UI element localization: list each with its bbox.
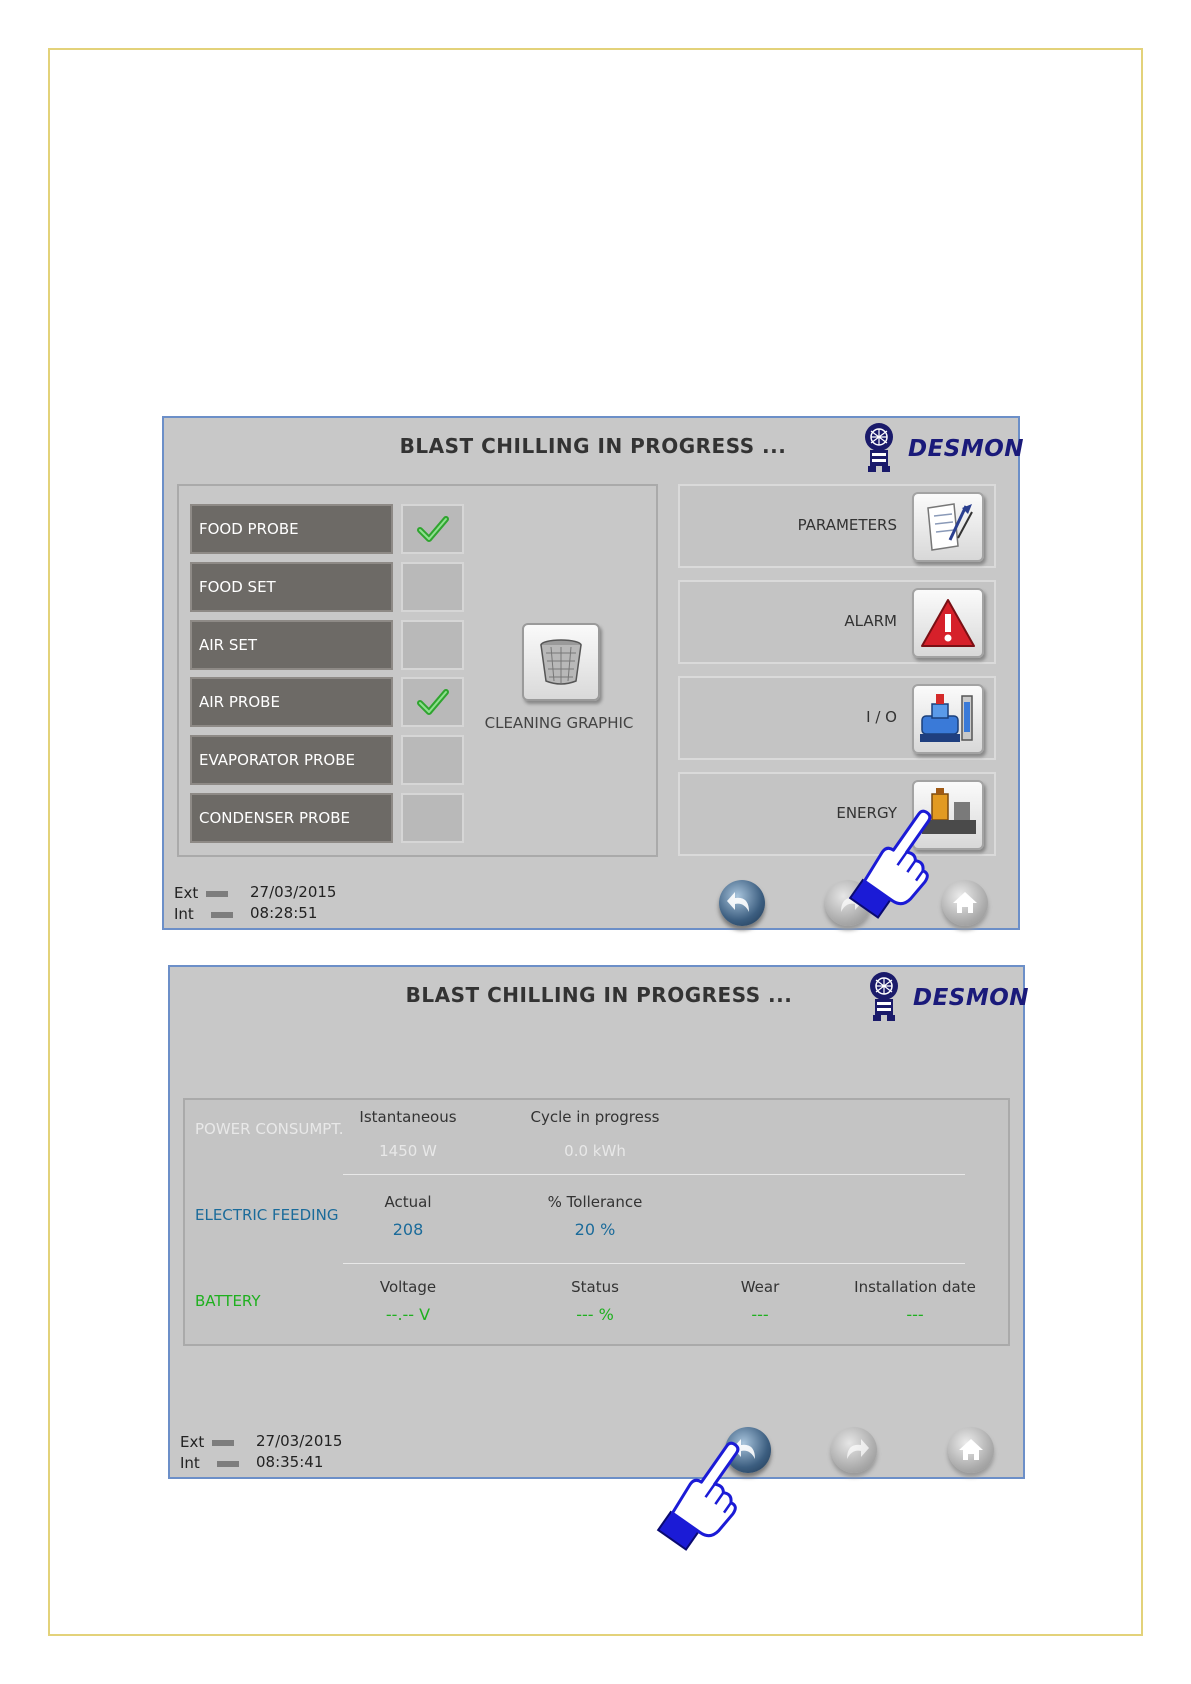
probe-label[interactable]: AIR PROBE [190,677,393,727]
probe-checkbox[interactable] [401,504,464,554]
date-display: 27/03/2015 [256,1432,343,1450]
section-divider [343,1174,965,1175]
probe-label[interactable]: AIR SET [190,620,393,670]
io-button[interactable] [678,676,996,760]
ext-label: Ext [174,884,199,902]
back-arrow-icon [719,880,765,926]
battery-status-header: Status [571,1278,619,1296]
back-button[interactable] [719,880,765,926]
checkmark-icon [403,506,462,552]
power-instantaneous-value: 1450 W [379,1142,437,1160]
forward-arrow-icon [831,1427,877,1473]
forward-button[interactable] [831,1427,877,1473]
int-value-dash [211,912,233,918]
pointing-hand-icon [846,806,950,930]
desmon-logo [851,969,1030,1025]
menu-label: ALARM [844,612,897,630]
battery-voltage-header: Voltage [379,1278,437,1296]
menu-label: ENERGY [836,804,897,822]
probe-label[interactable]: EVAPORATOR PROBE [190,735,393,785]
time-display: 08:35:41 [256,1453,324,1471]
trash-bin-icon [524,625,598,699]
int-value-dash [217,1461,239,1467]
probe-label[interactable]: CONDENSER PROBE [190,793,393,843]
power-instantaneous-header: Istantaneous [359,1108,457,1126]
battery-wear-header: Wear [740,1278,780,1296]
io-icon [912,684,984,754]
alarm-button[interactable] [678,580,996,664]
desmon-logo [846,420,1025,476]
blast-chilling-screen-energy [168,965,1030,1479]
energy-panel [183,1098,1010,1346]
screen-title: BLAST CHILLING IN PROGRESS ... [399,434,787,458]
battery-wear-value: --- [751,1305,769,1324]
electric-actual-value: 208 [392,1220,424,1239]
power-consumption-label: POWER CONSUMPT. [195,1120,344,1138]
int-label: Int [180,1454,200,1472]
power-cycle-header: Cycle in progress [530,1108,660,1126]
cleaning-graphic-button[interactable] [522,623,600,701]
parameters-icon [912,492,984,562]
parameters-button[interactable] [678,484,996,568]
ext-indicator [180,1433,234,1451]
power-cycle-value: 0.0 kWh [564,1142,626,1160]
electric-actual-header: Actual [384,1193,432,1211]
mascot-icon [859,969,909,1023]
screen-title: BLAST CHILLING IN PROGRESS ... [405,983,793,1007]
checkmark-icon [403,679,462,725]
alarm-icon [912,588,984,658]
battery-status-value: --- % [576,1305,614,1324]
int-indicator [180,1454,239,1472]
probe-checkbox[interactable] [401,735,464,785]
cleaning-graphic-label: CLEANING GRAPHIC [484,714,634,732]
battery-installation-header: Installation date [854,1278,976,1296]
probe-label[interactable]: FOOD PROBE [190,504,393,554]
mascot-icon [854,420,904,474]
section-divider [343,1263,965,1264]
probe-panel [177,484,658,857]
battery-installation-value: --- [906,1305,924,1324]
time-display: 08:28:51 [250,904,318,922]
probe-checkbox[interactable] [401,562,464,612]
home-icon [948,1427,994,1473]
ext-label: Ext [180,1433,205,1451]
electric-tolerance-value: 20 % [574,1220,616,1239]
menu-label: I / O [866,708,897,726]
brand-name: DESMON [913,985,1030,1011]
probe-label[interactable]: FOOD SET [190,562,393,612]
int-indicator [174,905,233,923]
probe-checkbox[interactable] [401,620,464,670]
home-button[interactable] [948,1427,994,1473]
battery-voltage-value: --.-- V [385,1305,431,1324]
ext-indicator [174,884,228,902]
ext-value-dash [206,891,228,897]
brand-name: DESMON [908,436,1025,462]
battery-label: BATTERY [195,1292,261,1310]
ext-value-dash [212,1440,234,1446]
int-label: Int [174,905,194,923]
electric-feeding-label: ELECTRIC FEEDING [195,1206,339,1224]
probe-checkbox[interactable] [401,677,464,727]
date-display: 27/03/2015 [250,883,337,901]
pointing-hand-icon [654,1438,758,1562]
probe-checkbox[interactable] [401,793,464,843]
electric-tolerance-header: % Tollerance [547,1193,643,1211]
menu-label: PARAMETERS [797,516,897,534]
